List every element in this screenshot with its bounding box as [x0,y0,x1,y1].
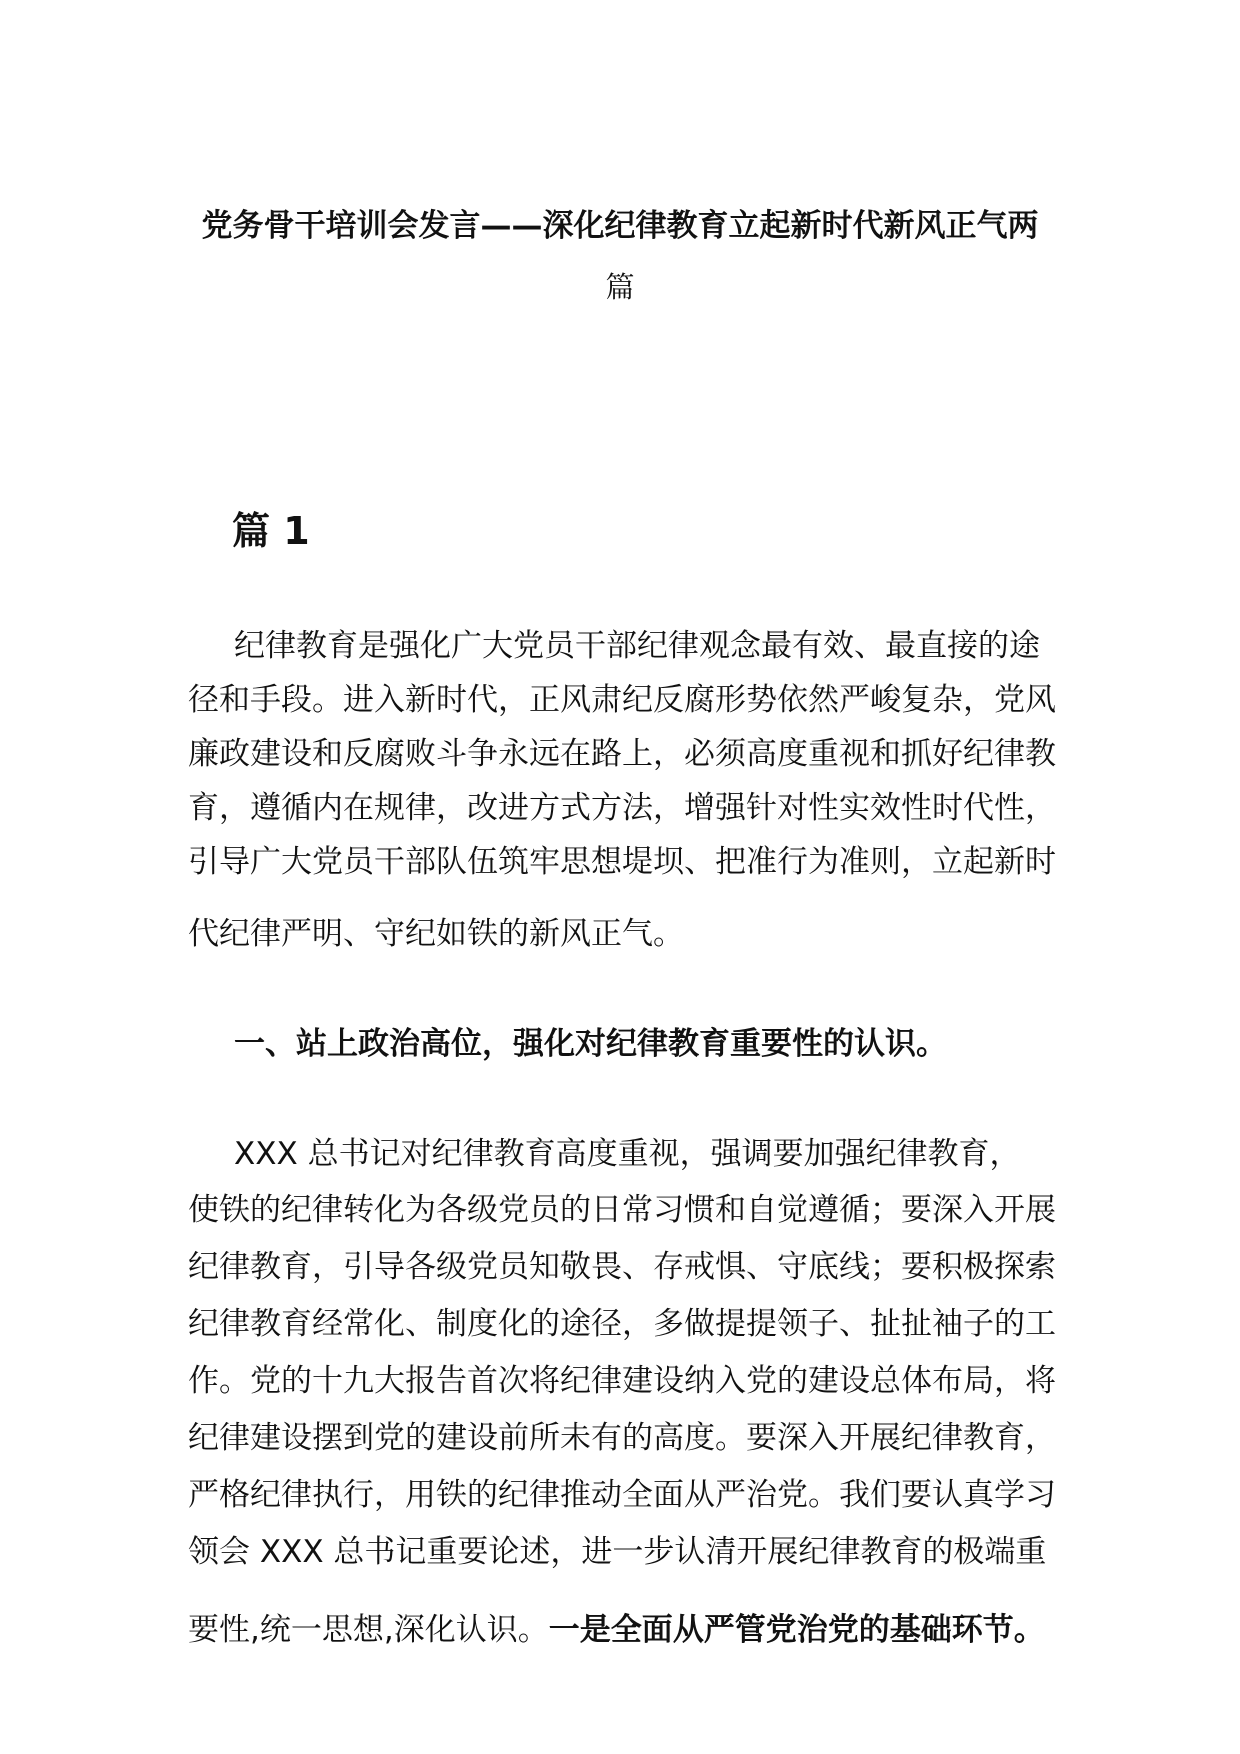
paragraph-2-line: 严格纪律执行，用铁的纪律推动全面从严治党。我们要认真学习 [188,1477,1056,1513]
paragraph-1-line: 廉政建设和反腐败斗争永远在路上，必须高度重视和抓好纪律教 [188,736,1056,772]
paragraph-2-last-line [188,1604,1045,1649]
paragraph-1-line: 径和手段。进入新时代，正风肃纪反腐形势依然严峻复杂，党风 [188,682,1056,718]
section-heading: 篇 1 [232,509,310,553]
subheading: 一、站上政治高位，强化对纪律教育重要性的认识。 [234,1026,947,1062]
paragraph-2-line: 纪律教育经常化、制度化的途径，多做提提领子、扯扯袖子的工 [188,1306,1056,1342]
paragraph-2-line: XXX 总书记对纪律教育高度重视，强调要加强纪律教育， [234,1136,1021,1172]
paragraph-1-line: 育，遵循内在规律，改进方式方法，增强针对性实效性时代性， [188,790,1056,826]
paragraph-2-line: 纪律建设摆到党的建设前所未有的高度。要深入开展纪律教育， [188,1420,1056,1456]
paragraph-2-line: 作。党的十九大报告首次将纪律建设纳入党的建设总体布局，将 [188,1363,1056,1399]
document-title: 党务骨干培训会发言——深化纪律教育立起新时代新风正气两 [201,208,1039,244]
paragraph-1-line: 代纪律严明、守纪如铁的新风正气。 [188,916,684,952]
document-title-continued: 篇 [605,270,635,304]
paragraph-2-line: 使铁的纪律转化为各级党员的日常习惯和自觉遵循；要深入开展 [188,1192,1056,1228]
paragraph-2-bold-text: 一是全面从严管党治党的基础环节。 [548,1612,1045,1648]
paragraph-1-line: 纪律教育是强化广大党员干部纪律观念最有效、最直接的途 [234,628,1040,664]
paragraph-2-line: 领会 XXX 总书记重要论述，进一步认清开展纪律教育的极端重 [188,1534,1047,1570]
paragraph-2-line: 纪律教育，引导各级党员知敬畏、存戒惧、守底线；要积极探索 [188,1249,1056,1285]
paragraph-2-text: 要性,统一思想,深化认识。 [188,1612,549,1648]
paragraph-1-line: 引导广大党员干部队伍筑牢思想堤坝、把准行为准则，立起新时 [188,844,1056,880]
